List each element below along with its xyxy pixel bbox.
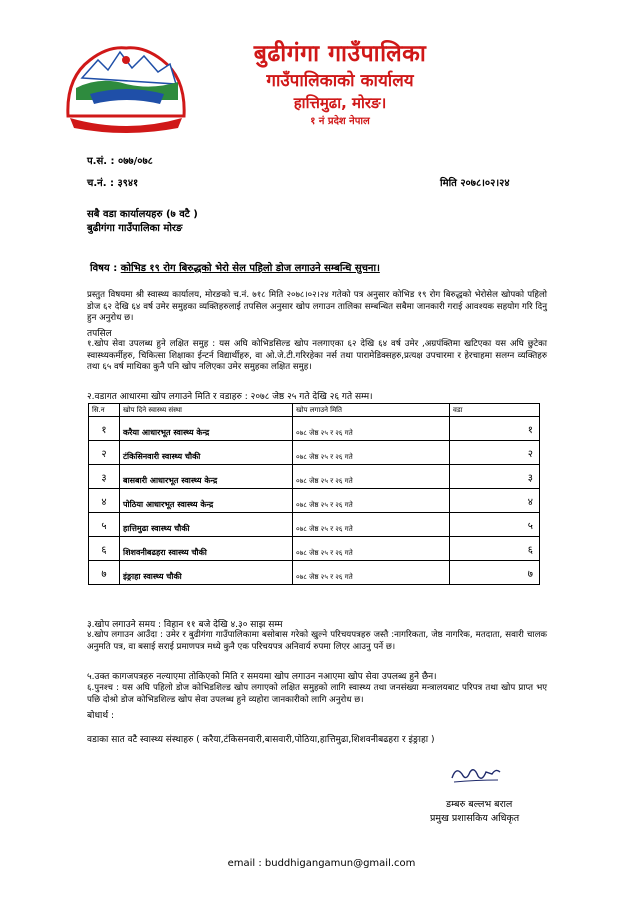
row-sn: १ — [89, 417, 120, 441]
office-address: हात्तिमुढा, मोरङ। — [293, 94, 387, 112]
vaccination-schedule-table — [88, 403, 540, 585]
point-3: ३.खोप लगाउने समय : विहान ११ बजे देखि ४.३० साझ सम्म — [87, 620, 283, 630]
table-row — [89, 561, 540, 585]
row-sn: ७ — [89, 561, 120, 585]
row-ward: १ — [450, 417, 540, 441]
row-org: बासबारी आधारभूत स्वास्थ्य केन्द्र — [120, 465, 293, 489]
row-ward: ५ — [450, 513, 540, 537]
letterhead — [190, 40, 490, 129]
dispatch-number: च.नं. : ३९४१ — [87, 178, 139, 189]
row-sn: ६ — [89, 537, 120, 561]
nepal-emblem-icon — [60, 38, 192, 138]
letter-date: मिति २०७८।०२।२४ — [440, 178, 510, 189]
subject-text: कोभिड १९ रोग बिरुद्धको भेरो सेल पहिलो डोज लगाउने सम्बन्धि सुचना। — [120, 263, 380, 274]
table-row — [89, 417, 540, 441]
row-date: ०७८ जेष्ठ २५ र २६ गते — [293, 417, 450, 441]
signatory-name: डम्बरु बल्लभ बराल — [446, 799, 513, 810]
point-6: ६.पुनश्च : यस अघि पहिलो डोज कोभिडशिल्ड खोप लगाएको लक्षित समुहको लागि स्वास्थ्य तथा जनसंख्या मन्त्रालयबाट परिपत्र तथा खोप प्राप्त भए पछि दोश्रो डोज कोभिडशिल्ड खोप सेवा उपलब्ध हुने व्यहोरा जानकारीको लागि अनुरोध छ। — [87, 683, 547, 705]
row-sn: ४ — [89, 489, 120, 513]
row-org: पोठिया आधारभूत स्वास्थ्य केन्द्र — [120, 489, 293, 513]
recipient-line-2: बुढीगंगा गाउँपालिका मोरङ — [87, 223, 183, 234]
subject-line — [90, 260, 380, 274]
row-date: ०७८ जेष्ठ २५ र २६ गते — [293, 465, 450, 489]
office-name: गाउँपालिकाको कार्यालय — [266, 71, 414, 91]
province-name: १ नं प्रदेश नेपाल — [310, 116, 370, 127]
recipient-line-1: सबै वडा कार्यालयहरु (७ वटै ) — [87, 209, 198, 220]
row-sn: ३ — [89, 465, 120, 489]
table-header-row — [89, 404, 540, 417]
row-ward: ६ — [450, 537, 540, 561]
row-date: ०७८ जेष्ठ २५ र २६ गते — [293, 441, 450, 465]
row-ward: ४ — [450, 489, 540, 513]
header-org: खोप दिने स्वास्थ्य संस्था — [120, 404, 293, 417]
intro-paragraph: प्रस्तुत विषयमा श्री स्वास्थ्य कार्यालय, मोरङको च.नं. ७१८ मिति २०७८।०२।२४ गतेको पत्र अनुसार कोभिड १९ रोग बिरुद्धको भेरोसेल खोपको पहिलो डोज ६२ देखि ६४ वर्ष उमेर समुहका व्यक्तिहरुलाई तपसिल अनुसार खोप लगाउन तालिका सम्बन्धित सबैमा जानकारी गराई आवश्यक सहयोग गरि दिनु हुन अनुरोध छ। — [87, 290, 547, 324]
header-date: खोप लगाउने मिति — [293, 404, 450, 417]
table-row — [89, 441, 540, 465]
tapasil-heading: तपसिल — [87, 329, 112, 339]
cc-line: वडाका सात वटै स्वास्थ्य संस्थाहरु ( करैया,टंकिसनवारी,बासवारी,पोठिया,हात्तिमुढा,शिशवनीबढहरा र इंङ्राहा ) — [87, 735, 435, 745]
row-ward: ३ — [450, 465, 540, 489]
table-row — [89, 513, 540, 537]
row-date: ०७८ जेष्ठ २५ र २६ गते — [293, 489, 450, 513]
row-org: हात्तिमुढा स्वास्थ्य चौकी — [120, 513, 293, 537]
row-org: शिशवनीबढहरा स्वास्थ्य चौकी — [120, 537, 293, 561]
header-sn: सि.न — [89, 404, 120, 417]
table-row — [89, 465, 540, 489]
header-ward: वडा — [450, 404, 540, 417]
row-org: टंकिसिनवारी स्वास्थ्य चौकी — [120, 441, 293, 465]
signature-icon — [448, 762, 504, 786]
row-sn: ५ — [89, 513, 120, 537]
row-date: ०७८ जेष्ठ २५ र २६ गते — [293, 513, 450, 537]
row-org: करैया आधारभूत स्वास्थ्य केन्द्र — [120, 417, 293, 441]
point-5: ५.उक्त कागजपत्रहरु नल्याएमा तोकिएको मिति र समयमा खोप लगाउन नआएमा खोप सेवा उपलब्ध हुने छैन। — [87, 672, 437, 682]
table-row — [89, 489, 540, 513]
table-row — [89, 537, 540, 561]
point-2: २.वडागत आधारमा खोप लगाउने मिति र वडाहरु : २०७८ जेष्ठ २५ गते देखि २६ गते सम्म। — [87, 392, 373, 402]
municipality-name: बुढीगंगा गाउँपालिका — [253, 41, 427, 67]
reference-number: प.सं. : ०७७/०७८ — [87, 156, 153, 167]
signatory-title: प्रमुख प्रशासकिय अधिकृत — [430, 813, 520, 824]
point-1: १.खोप सेवा उपलब्ध हुने लक्षित समुह : यस अघि कोभिडसिल्ड खोप नलगाएका ६२ देखि ६४ वर्ष उमेर ,अग्रपंक्तिमा खटिएका यस अघि छुटेका स्वास्थ्यकर्मीहरु, चिकित्सा शिक्षाका ईन्टर्न विद्यार्थीहरु, वा ओ.जे.टी.गरिरहेका नर्स तथा पारामेडिक्सहरु,प्रत्यक्ष उपचारमा र हेरचाहमा सलग्न व्यक्तिहरु तथा ६५ वर्ष माथिका कुनै पनि खोप नलिएका उमेर समुहका लक्षित समुह। — [87, 339, 547, 373]
row-ward: २ — [450, 441, 540, 465]
footer-email: email : buddhigangamun@gmail.com — [227, 858, 416, 869]
row-sn: २ — [89, 441, 120, 465]
row-org: इंङ्राहा स्वास्थ्य चौकी — [120, 561, 293, 585]
row-date: ०७८ जेष्ठ २५ र २६ गते — [293, 537, 450, 561]
row-date: ०७८ जेष्ठ २५ र २६ गते — [293, 561, 450, 585]
point-4: ४.खोप लगाउन आउँदा : उमेर र बुढीगंगा गाउँपालिकामा बसोबास गरेको खुल्ने परिचयपत्रहरु जस्तै :नागरिकता, जेष्ठ नागरिक, मतदाता, सवारी चालक अनुमति पत्र, वा बसाई सराई प्रमाणपत्र मध्ये कुनै एक परिचयपत्र अनिवार्य रुपमा लिएर आउनु पर्ने छ। — [87, 630, 547, 652]
subject-prefix: विषय : — [90, 263, 121, 274]
row-ward: ७ — [450, 561, 540, 585]
bodhartha-heading: बोधार्थ : — [87, 711, 114, 721]
